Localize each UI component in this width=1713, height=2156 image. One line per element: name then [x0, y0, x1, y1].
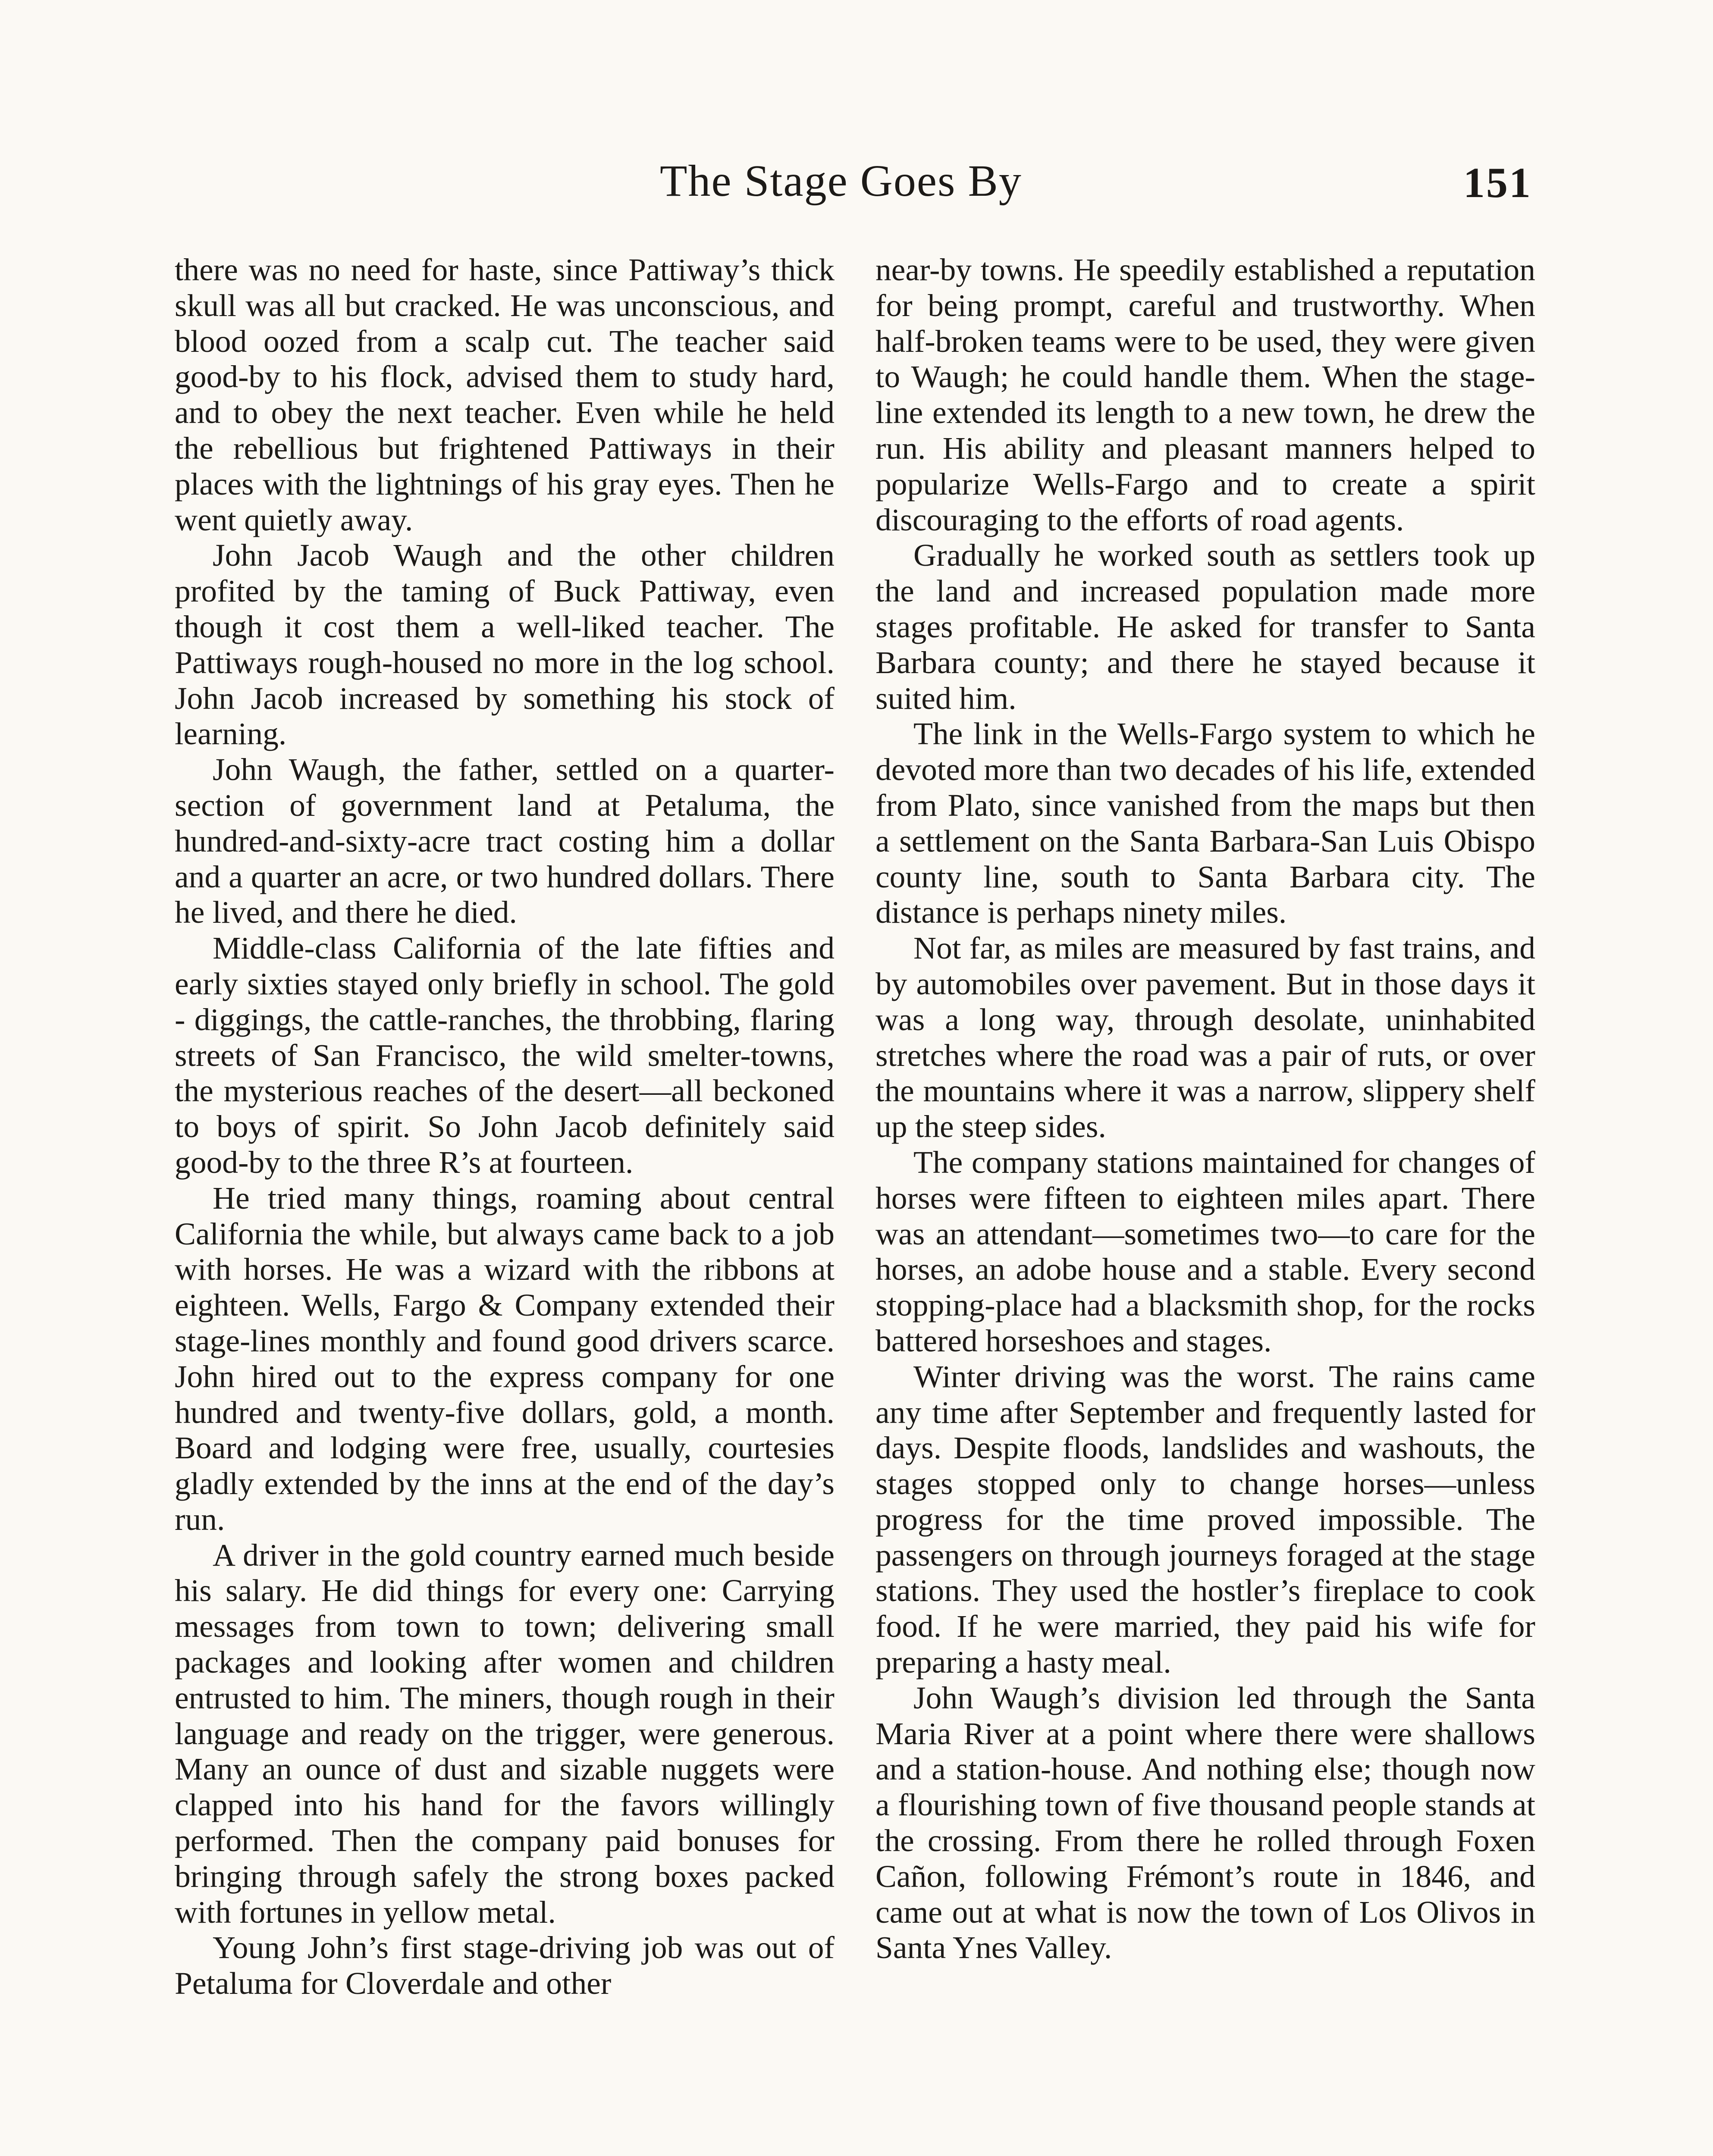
right-column [875, 252, 1535, 1966]
paragraph: Gradually he worked south as settlers took up the land and increased population made more stages profitable. He asked for transfer to Santa Barbara county; and there he stayed because it suited him. [875, 538, 1535, 716]
paragraph: John Jacob Waugh and the other children profited by the taming of Buck Pattiway, even though it cost them a well-liked teacher. The Pattiways rough-housed no more in the log school. John Jacob increased by something his stock of learning. [175, 538, 835, 752]
running-title: The Stage Goes By [660, 156, 1022, 206]
paragraph: there was no need for haste, since Pattiway’s thick skull was all but cracked. He was unconscious, and blood oozed from a scalp cut. The teacher said good-by to his flock, advised them to study hard, and to obey the next teacher. Even while he held the rebellious but frightened Pattiways in their places with the lightnings of his gray eyes. Then he went quietly away. [175, 252, 835, 537]
paragraph: John Waugh’s division led through the Santa Maria River at a point where there were shallows and a station-house. And nothing else; though now a flourishing town of five thousand people stands at the crossing. From there he rolled through Foxen Cañon, following Frémont’s route in 1846, and came out at what is now the town of Los Olivos in Santa Ynes Valley. [875, 1680, 1535, 1965]
paragraph: Winter driving was the worst. The rains came any time after September and frequently lasted for days. Despite floods, landslides and washouts, the stages stopped only to change horses—unless progress for the time proved impossible. The passengers on through journeys foraged at the stage stations. They used the hostler’s fireplace to cook food. If he were married, they paid his wife for preparing a hasty meal. [875, 1359, 1535, 1680]
paragraph: near-by towns. He speedily established a reputation for being prompt, careful and trustworthy. When half-broken teams were to be used, they were given to Waugh; he could handle them. When the stageline extended its length to a new town, he drew the run. His ability and pleasant manners helped to popularize Wells-Fargo and to create a spirit discouraging to the efforts of road agents. [875, 252, 1535, 537]
running-header [0, 147, 1713, 211]
paragraph: He tried many things, roaming about central California the while, but always came back to a job with horses. He was a wizard with the ribbons at eighteen. Wells, Fargo & Company extended their stage-lines monthly and found good drivers scarce. John hired out to the express company for one hundred and twenty-five dollars, gold, a month. Board and lodging were free, usually, courtesies gladly extended by the inns at the end of the day’s run. [175, 1180, 835, 1537]
paragraph: Not far, as miles are measured by fast trains, and by automobiles over pavement. But in those days it was a long way, through desolate, uninhabited stretches where the road was a pair of ruts, or over the mountains where it was a narrow, slippery shelf up the steep sides. [875, 931, 1535, 1144]
page-number: 151 [1463, 159, 1532, 207]
paragraph: John Waugh, the father, settled on a quarter-section of government land at Petaluma, the hundred-and-sixty-acre tract costing him a dollar and a quarter an acre, or two hundred dollars. There he lived, and there he died. [175, 752, 835, 930]
paragraph: The company stations maintained for changes of horses were fifteen to eighteen miles apart. There was an attendant—sometimes two—to care for the horses, an adobe house and a stable. Every second stopping-place had a blacksmith shop, for the rocks battered horseshoes and stages. [875, 1144, 1535, 1358]
paragraph: The link in the Wells-Fargo system to which he devoted more than two decades of his life, extended from Plato, since vanished from the maps but then a settlement on the Santa Barbara-San Luis Obispo county line, south to Santa Barbara city. The distance is perhaps ninety miles. [875, 716, 1535, 930]
paragraph: Middle-class California of the late fifties and early sixties stayed only briefly in school. The gold - diggings, the cattle-ranches, the throbbing, flaring streets of San Francisco, the wild smelter-towns, the mysterious reaches of the desert—all beckoned to boys of spirit. So John Jacob definitely said good-by to the three R’s at fourteen. [175, 931, 835, 1180]
paragraph: A driver in the gold country earned much beside his salary. He did things for every one: Carrying messages from town to town; delivering small packages and looking after women and children entrusted to him. The miners, though rough in their language and ready on the trigger, were generous. Many an ounce of dust and sizable nuggets were clapped into his hand for the favors willingly performed. Then the company paid bonuses for bringing through safely the strong boxes packed with fortunes in yellow metal. [175, 1537, 835, 1930]
paragraph: Young John’s first stage-driving job was out of Petaluma for Cloverdale and other [175, 1930, 835, 2001]
left-column [175, 252, 835, 2002]
